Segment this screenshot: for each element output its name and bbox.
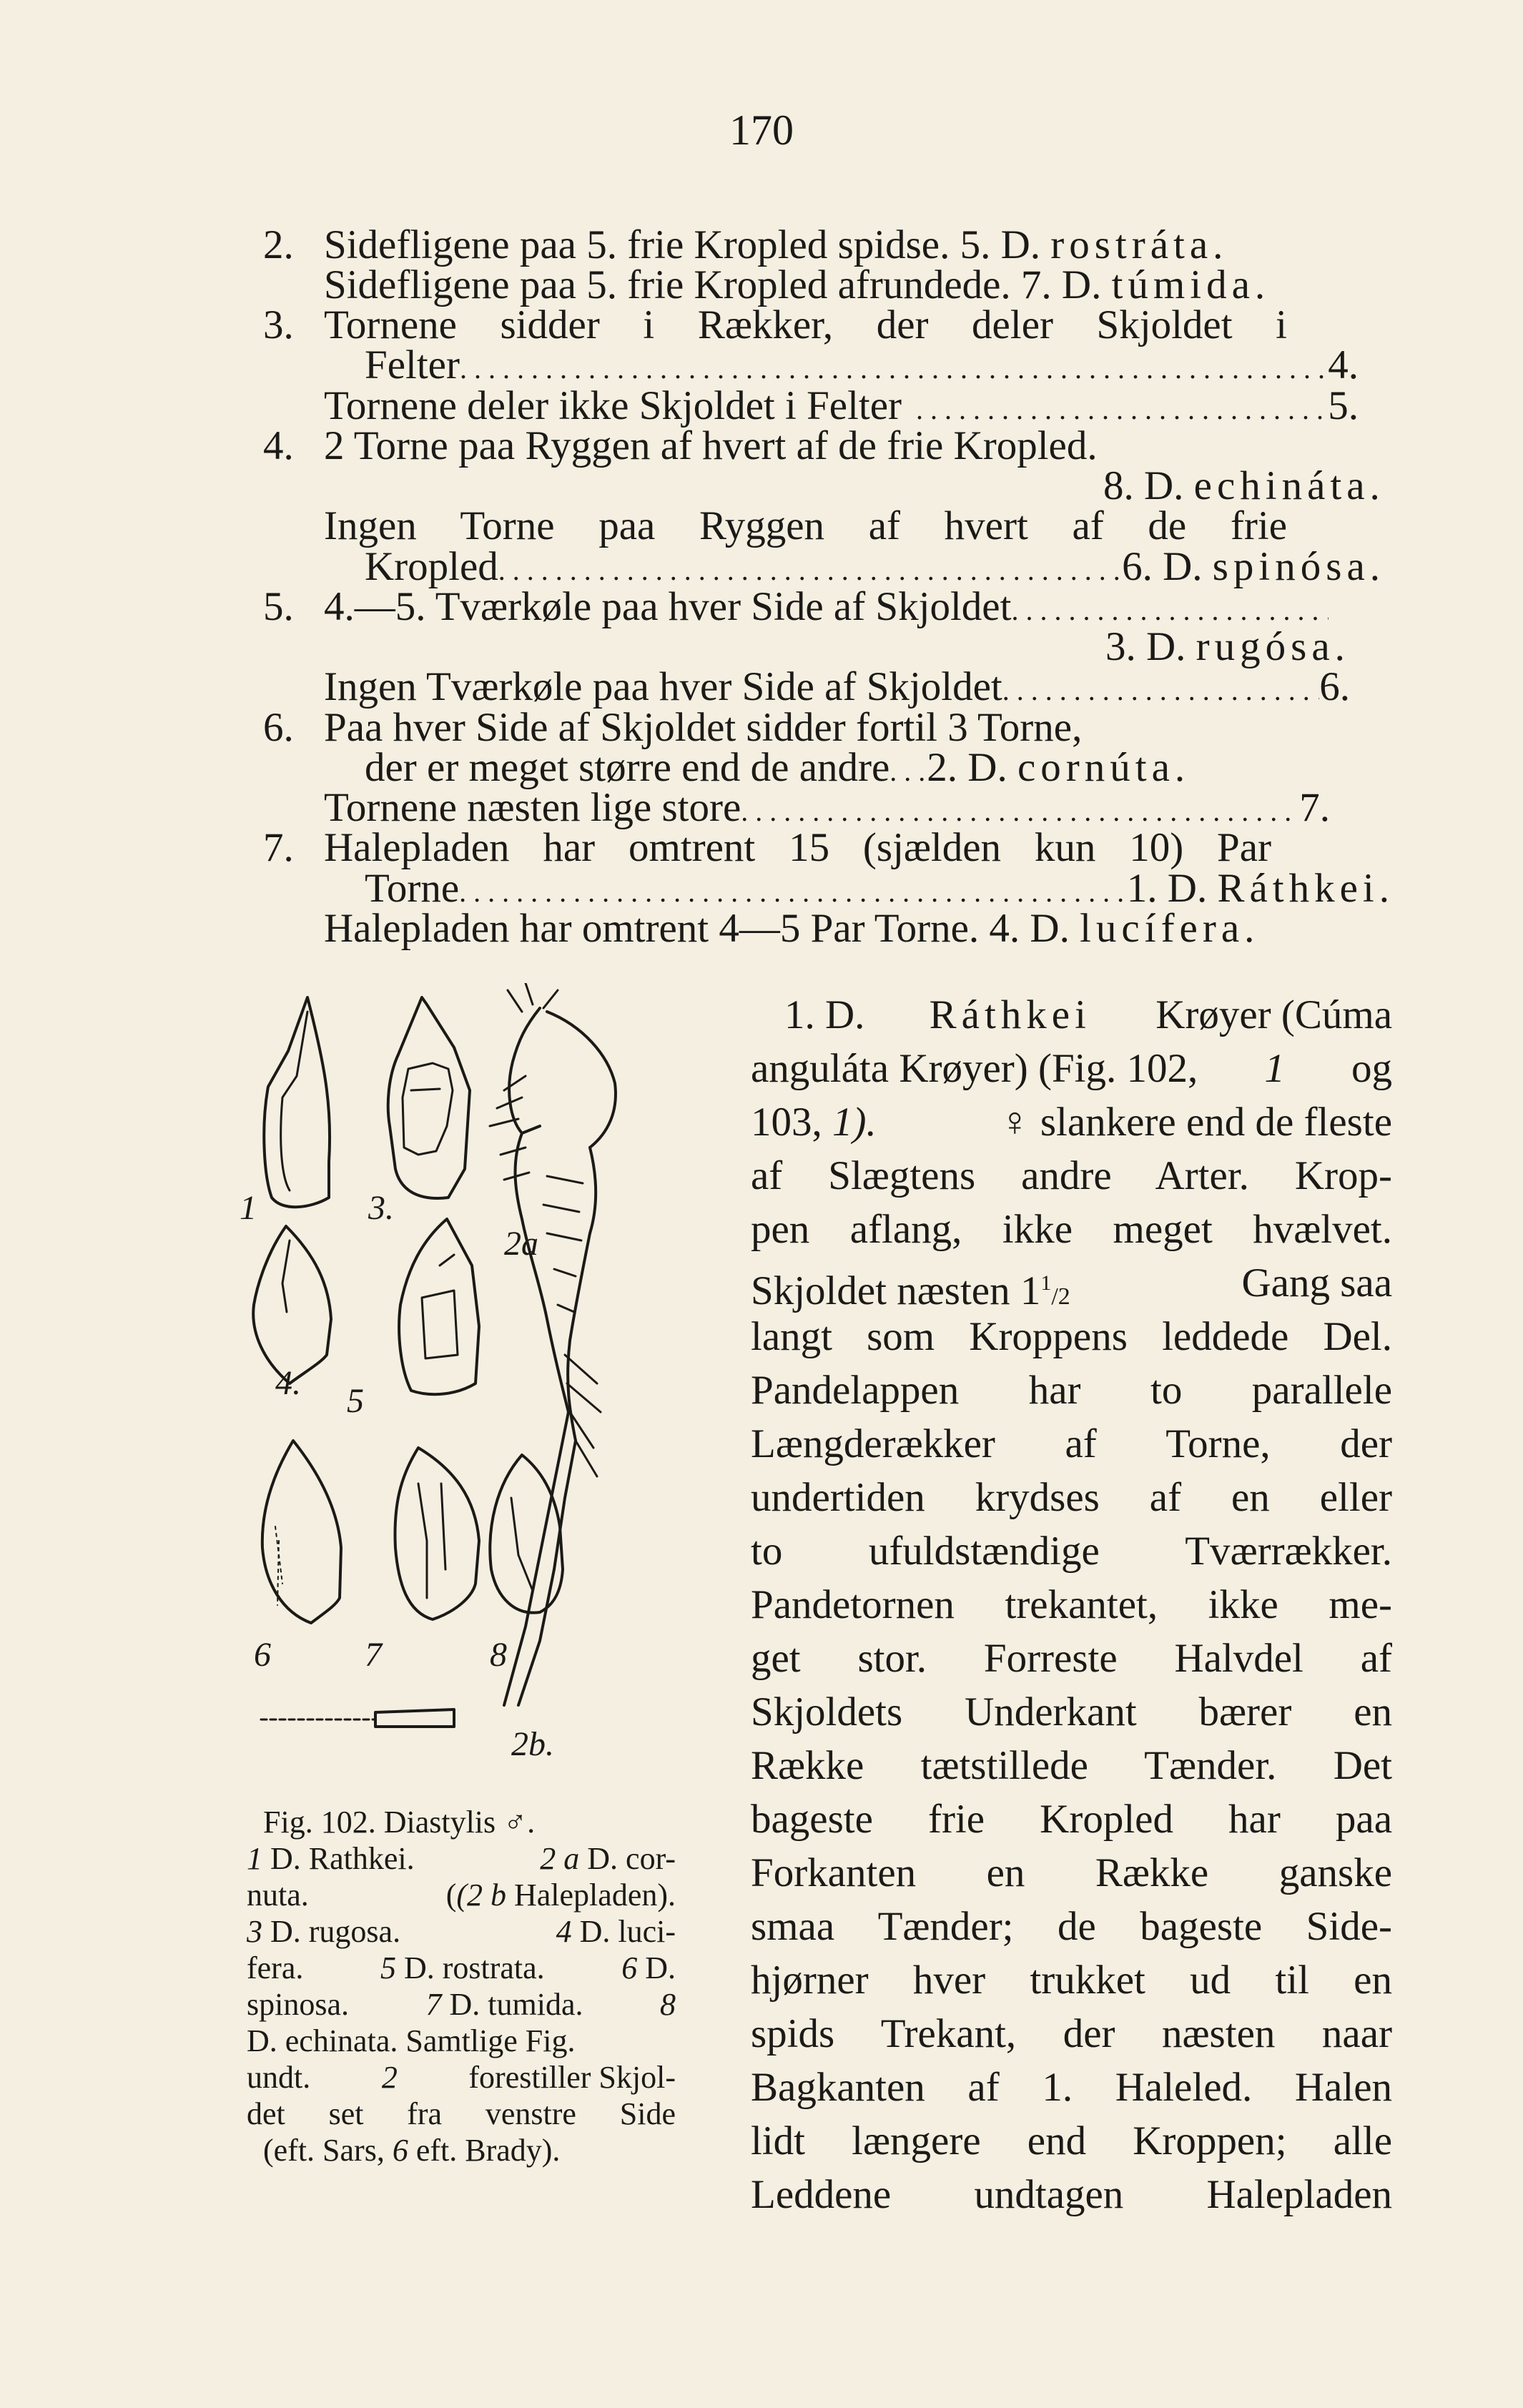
figure-label: 4. [275,1364,301,1402]
caption-line: 1 D. Rathkei. 2 a D. cor- [247,1841,676,1876]
text-line: Pandelappen har to parallele [751,1368,1392,1413]
carapace-3-outline [388,997,470,1198]
key-ref: 6. [1319,664,1350,709]
key-line: Tornene sidder i Rækker, der deler Skjoldet i [324,302,1287,347]
caption-line: 3 D. rugosa. 4 D. luci- [247,1914,676,1949]
key-ref: 2. D. [927,745,1007,790]
text-line: Leddene undtagen Halepladen [751,2172,1392,2217]
text-line: af Slægtens andre Arter. Krop- [751,1153,1392,1198]
text-line: smaa Tænder; de bageste Side- [751,1904,1392,1949]
species-name: spinósa. [1212,544,1385,589]
text-line: Skjoldets Underkant bærer en [751,1689,1392,1735]
text-line: pen aflang, ikke meget hvælvet. [751,1207,1392,1252]
text-line: Skjoldet næsten $1^1/2$ Gang saa [751,1260,1392,1313]
text-line: to ufuldstændige Tværrækker. [751,1529,1392,1574]
figure-label: 2b. [511,1725,554,1763]
carapace-7-outline [395,1448,479,1619]
figure-label: 2a [504,1225,538,1263]
key-text: Tornene deler ikke Skjoldet i Felter [324,383,902,428]
text-line: Længderækker af Torne, der [751,1421,1392,1466]
key-line: Halepladen har omtrent 15 (sjælden kun 10) Par [324,825,1271,870]
key-number: 7. [263,825,294,870]
key-number: 2. [263,222,294,267]
text-line: Bagkanten af 1. Haleled. Halen [751,2065,1392,2110]
key-line: Ingen Torne paa Ryggen af hvert af de frie [324,503,1287,548]
figure-label: 5 [347,1382,364,1420]
text-line: 1. D. Ráthkei Krøyer (Cúma [784,992,1392,1037]
key-ref: 4. [1328,342,1359,388]
caption-line: fera. 5 D. rostrata. 6 D. [247,1950,676,1985]
key-text: Tornene næsten lige store [324,785,741,830]
species-name: echináta. [1193,463,1385,508]
text-line: spids Trekant, der næsten naar [751,2011,1392,2056]
text-line: anguláta Krøyer) (Fig. 102, 1 og [751,1046,1392,1091]
diastylis-animal-outline [490,983,616,1705]
text-line: lidt længere end Kroppen; alle [751,2118,1392,2163]
species-name: cornúta. [1017,745,1191,790]
text-line: undertiden krydses af en eller [751,1475,1392,1520]
key-ref: 7. [1299,785,1330,830]
species-name: rostráta. [1050,222,1228,267]
caption-line: spinosa. 7 D. tumida. 8 [247,1987,676,2022]
key-text: Sidefligene paa 5. frie Kropled spidse. 5. D. [324,222,1040,267]
figure-label: 8 [490,1636,507,1674]
caption-line: D. echinata. Samtlige Fig. [247,2023,576,2058]
caption-line: nuta. ((2 b Halepladen). [247,1877,676,1913]
key-number: 4. [263,423,294,468]
key-number: 3. [263,302,294,347]
species-name: lucífera. [1080,906,1260,951]
key-ref: 6. D. [1122,544,1203,589]
text-line: Række tætstillede Tænder. Det [751,1743,1392,1788]
key-text: Kropled [365,544,498,589]
key-text: Sidefligene paa 5. frie Kropled afrundede. 7. D. [324,262,1102,307]
text-line: get stor. Forreste Halvdel af [751,1636,1392,1681]
text-line: hjørner hver trukket ud til en [751,1958,1392,2003]
figure-label: 7 [365,1636,382,1674]
key-text: Halepladen har omtrent 4—5 Par Torne. 4. D. [324,906,1070,951]
key-line: Paa hver Side af Skjoldet sidder fortil 3 Torne, [324,705,1083,750]
key-ref: 5. [1328,383,1359,428]
key-line: 2 Torne paa Ryggen af hvert af de frie Kropled. [324,423,1098,468]
species-name: rugósa. [1196,624,1350,669]
tail-plate-2b-outline [261,1709,454,1727]
figure-label: 1 [240,1189,257,1227]
carapace-1-outline [264,997,330,1207]
page-number: 170 [729,107,794,154]
key-ref: 8. D. [1103,463,1184,508]
text-line: 103, 1). ♀ slankere end de fleste [751,1100,1392,1145]
figure-label: 6 [254,1636,271,1674]
key-text: Torne [365,866,460,911]
caption-line: det set fra venstre Side [247,2096,676,2131]
key-number: 6. [263,705,294,750]
key-ref: 3. D. [1105,624,1186,669]
key-text: 4.—5. Tværkøle paa hver Side af Skjoldet [324,584,1012,629]
carapace-8-outline [490,1455,563,1613]
figure-label: 3. [368,1189,394,1227]
carapace-4-outline [253,1226,331,1383]
carapace-6-outline [262,1441,341,1623]
text-line: langt som Kroppens leddede Del. [751,1314,1392,1359]
key-number: 5. [263,584,294,629]
key-text: Felter [365,342,460,388]
caption-line: Fig. 102. Diastylis ♂. [263,1805,536,1840]
caption-line: undt. 2 forestiller Skjol- [247,2060,676,2095]
carapace-5-outline [399,1219,479,1394]
species-name: túmida. [1111,262,1271,307]
key-text: Ingen Tværkøle paa hver Side af Skjoldet [324,664,1002,709]
key-ref: 1. D. [1126,866,1208,911]
text-line: Pandetornen trekantet, ikke me- [751,1582,1392,1627]
key-line [324,902,1259,956]
caption-line: (eft. Sars, 6 eft. Brady). [263,2133,561,2168]
key-text: der er meget større end de andre [365,745,890,790]
text-line: bageste frie Kropled har paa [751,1797,1392,1842]
species-name: Ráthkei. [1217,866,1394,911]
figure-102-drawing [240,983,711,1791]
text-line: Forkanten en Række ganske [751,1850,1392,1895]
